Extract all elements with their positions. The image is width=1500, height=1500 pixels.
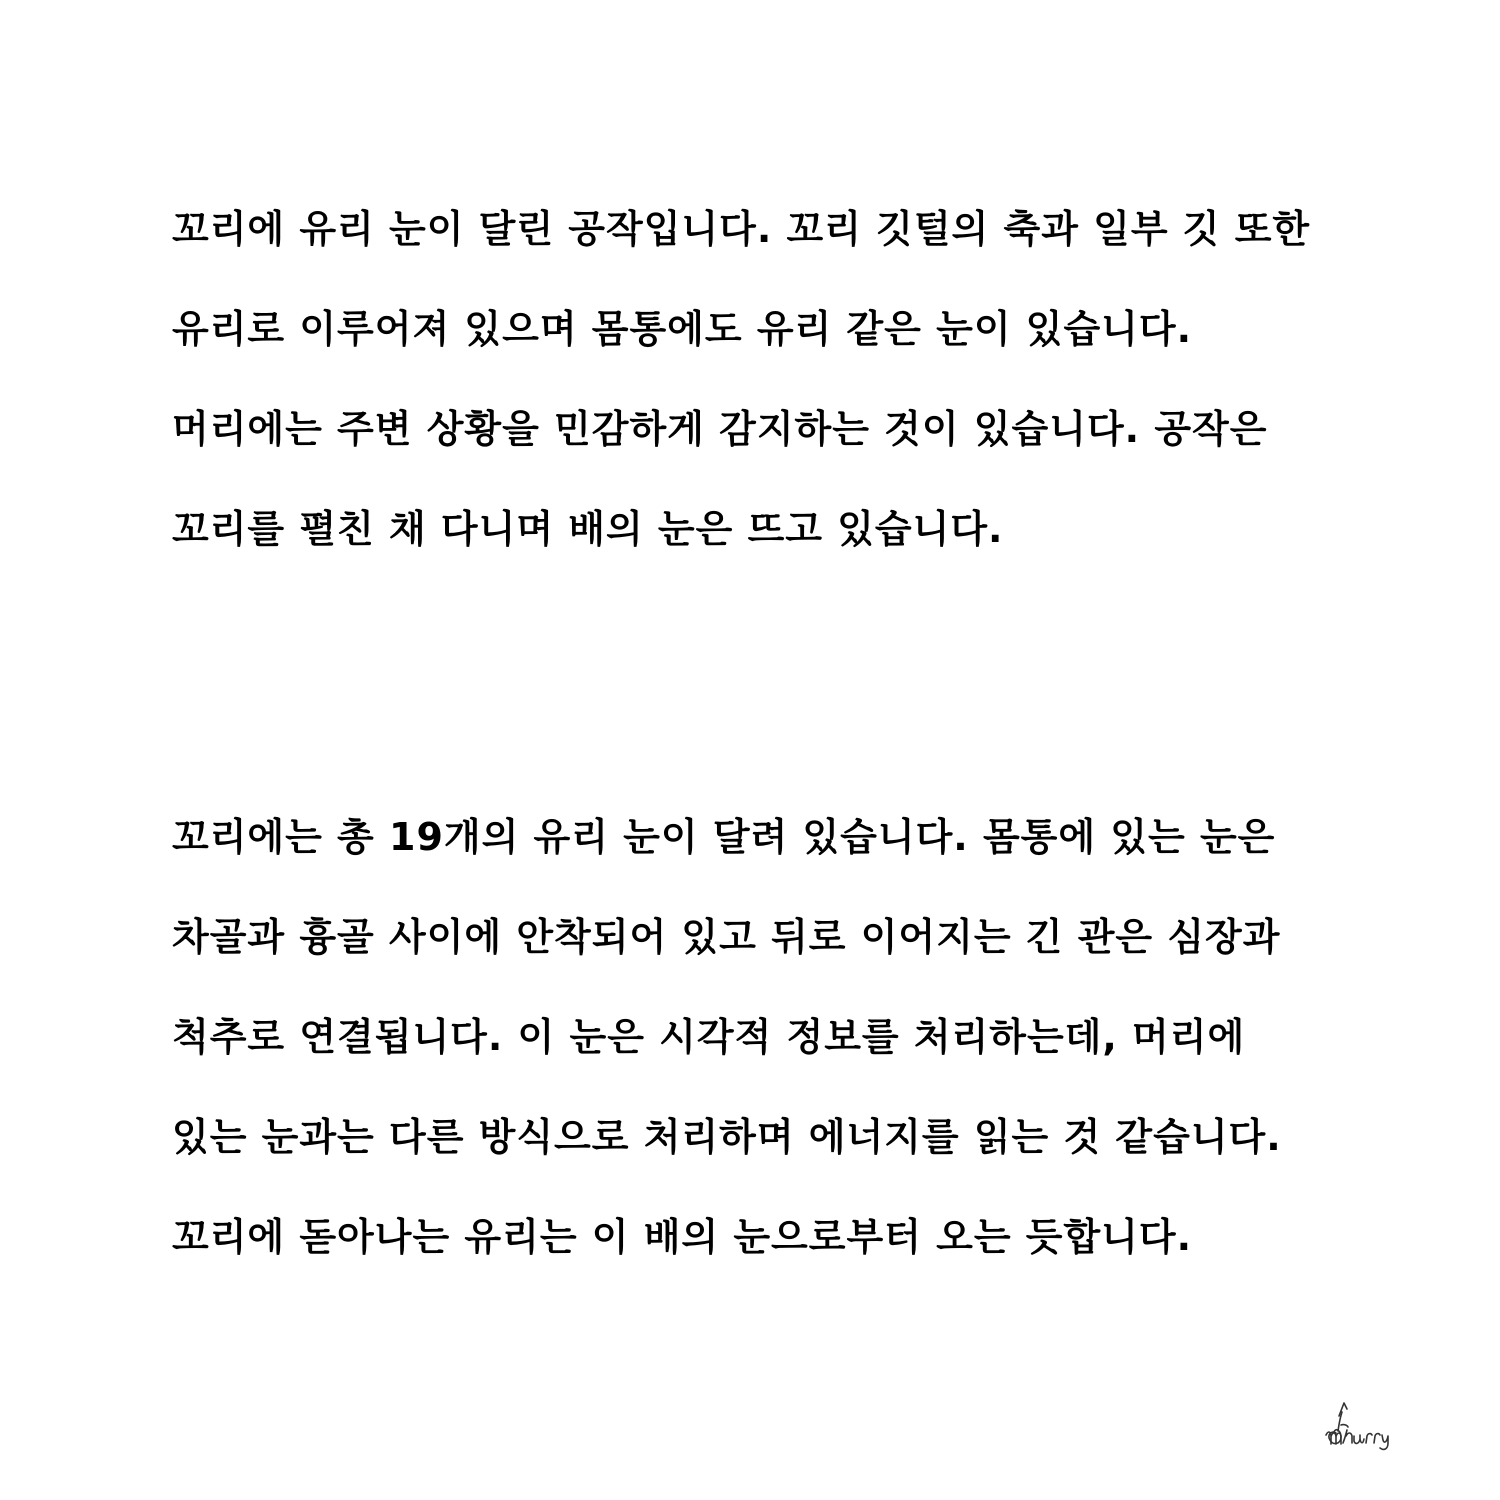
paragraph-2-line-3: 척추로 연결됩니다. 이 눈은 시각적 정보를 처리하는데, 머리에 (172, 1015, 1246, 1059)
paragraph-1-line-1: 꼬리에 유리 눈이 달린 공작입니다. 꼬리 깃털의 축과 일부 깃 또한 (172, 207, 1311, 251)
paragraph-2-line-1: 꼬리에는 총 19개의 유리 눈이 달려 있습니다. 몸통에 있는 눈은 (172, 815, 1276, 859)
paragraph-2 (172, 806, 1372, 1306)
signature-mark (1316, 1400, 1392, 1452)
paragraph-1 (172, 198, 1372, 598)
paragraph-1-line-2: 유리로 이루어져 있으며 몸통에도 유리 같은 눈이 있습니다. (172, 307, 1193, 351)
paragraph-2-line-4: 있는 눈과는 다른 방식으로 처리하며 에너지를 읽는 것 같습니다. (172, 1115, 1282, 1159)
paragraph-1-line-3: 머리에는 주변 상황을 민감하게 감지하는 것이 있습니다. 공작은 (172, 407, 1268, 451)
paragraph-2-line-2: 차골과 흉골 사이에 안착되어 있고 뒤로 이어지는 긴 관은 심장과 (172, 915, 1281, 959)
paragraph-1-line-4: 꼬리를 펼친 채 다니며 배의 눈은 뜨고 있습니다. (172, 507, 1004, 551)
paragraph-2-line-5: 꼬리에 돋아나는 유리는 이 배의 눈으로부터 오는 듯합니다. (172, 1215, 1193, 1259)
